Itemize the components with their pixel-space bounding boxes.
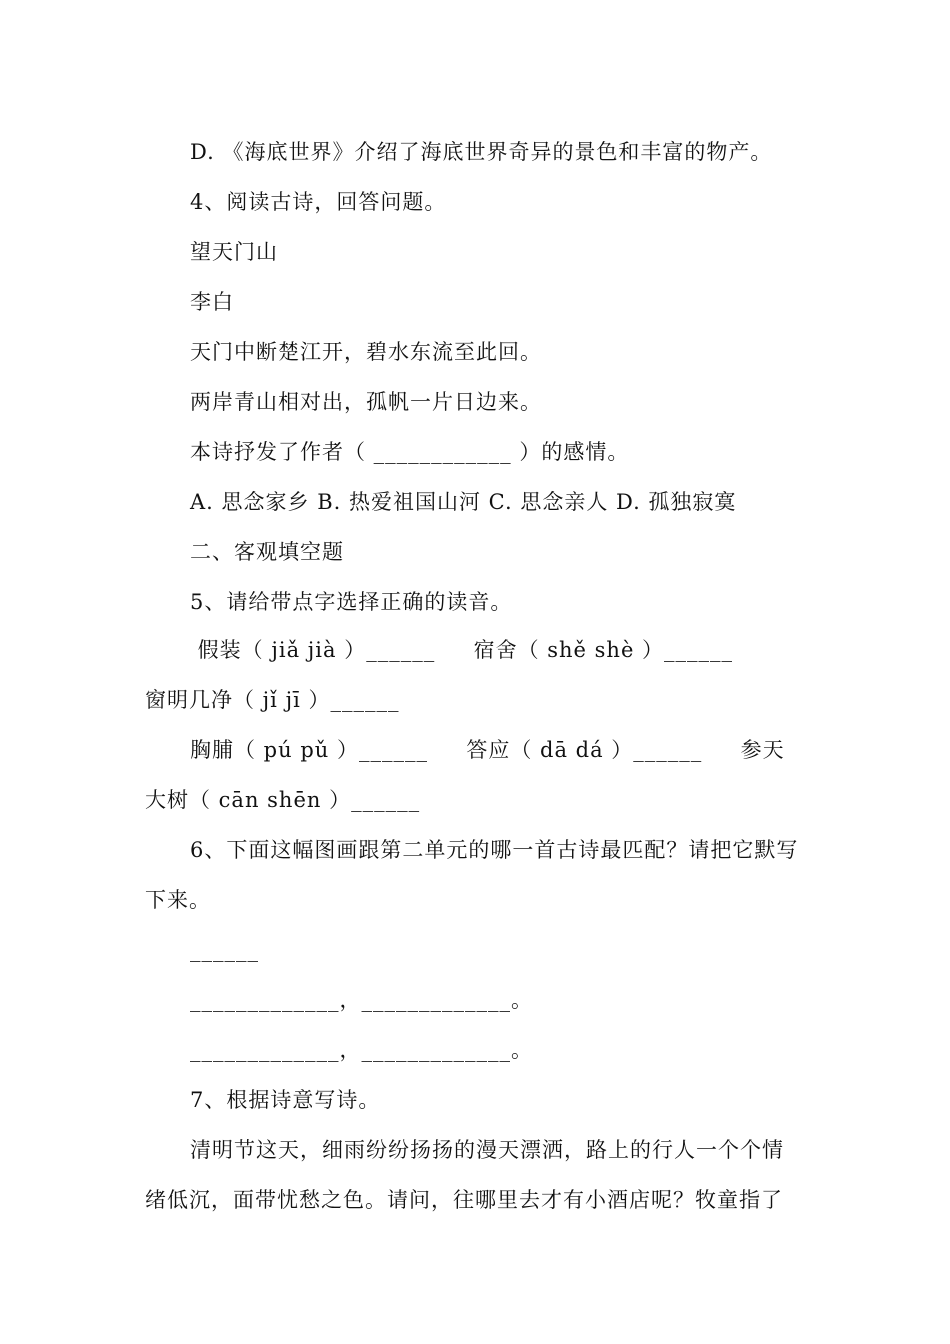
answer-blank-line-2: _____________，_____________。 — [190, 1038, 533, 1062]
option-d-line: D. 《海底世界》介绍了海底世界奇异的景色和丰富的物产。 — [190, 140, 773, 164]
answer-blank-title: ______ — [190, 938, 259, 962]
question-6-prompt: 6、下面这幅图画跟第二单元的哪一首古诗最匹配？请把它默写 — [190, 838, 799, 862]
poem-line-1: 天门中断楚江开，碧水东流至此回。 — [190, 340, 542, 364]
question-6-prompt-cont: 下来。 — [145, 888, 211, 912]
question-7-text-2: 绪低沉，面带忧愁之色。请问，往哪里去才有小酒店呢？牧童指了 — [145, 1188, 783, 1212]
question-7-heading: 7、根据诗意写诗。 — [190, 1088, 381, 1112]
poem-line-2: 两岸青山相对出，孤帆一片日边来。 — [190, 390, 542, 414]
question-4-options: A. 思念家乡 B. 热爱祖国山河 C. 思念亲人 D. 孤独寂寞 — [190, 490, 737, 514]
question-5-heading: 5、请给带点字选择正确的读音。 — [190, 590, 513, 614]
pinyin-line-1: 假装（ jiǎ jià ）______ 宿舍（ shě shè ）______ — [190, 638, 734, 662]
question-4-prompt: 本诗抒发了作者（ ____________ ）的感情。 — [190, 440, 630, 464]
answer-blank-line-1: _____________，_____________。 — [190, 988, 533, 1012]
pinyin-line-4: 大树（ cān shēn ）______ — [145, 788, 421, 812]
poem-author: 李白 — [190, 290, 234, 314]
section-2-heading: 二、客观填空题 — [190, 540, 344, 564]
pinyin-line-2: 窗明几净（ jǐ jī ）______ — [145, 688, 400, 712]
pinyin-line-3: 胸脯（ pú pǔ ）______ 答应（ dā dá ）______ 参天 — [190, 738, 785, 762]
question-4-heading: 4、阅读古诗，回答问题。 — [190, 190, 447, 214]
poem-title: 望天门山 — [190, 240, 278, 264]
question-7-text-1: 清明节这天，细雨纷纷扬扬的漫天漂洒，路上的行人一个个情 — [190, 1138, 784, 1162]
